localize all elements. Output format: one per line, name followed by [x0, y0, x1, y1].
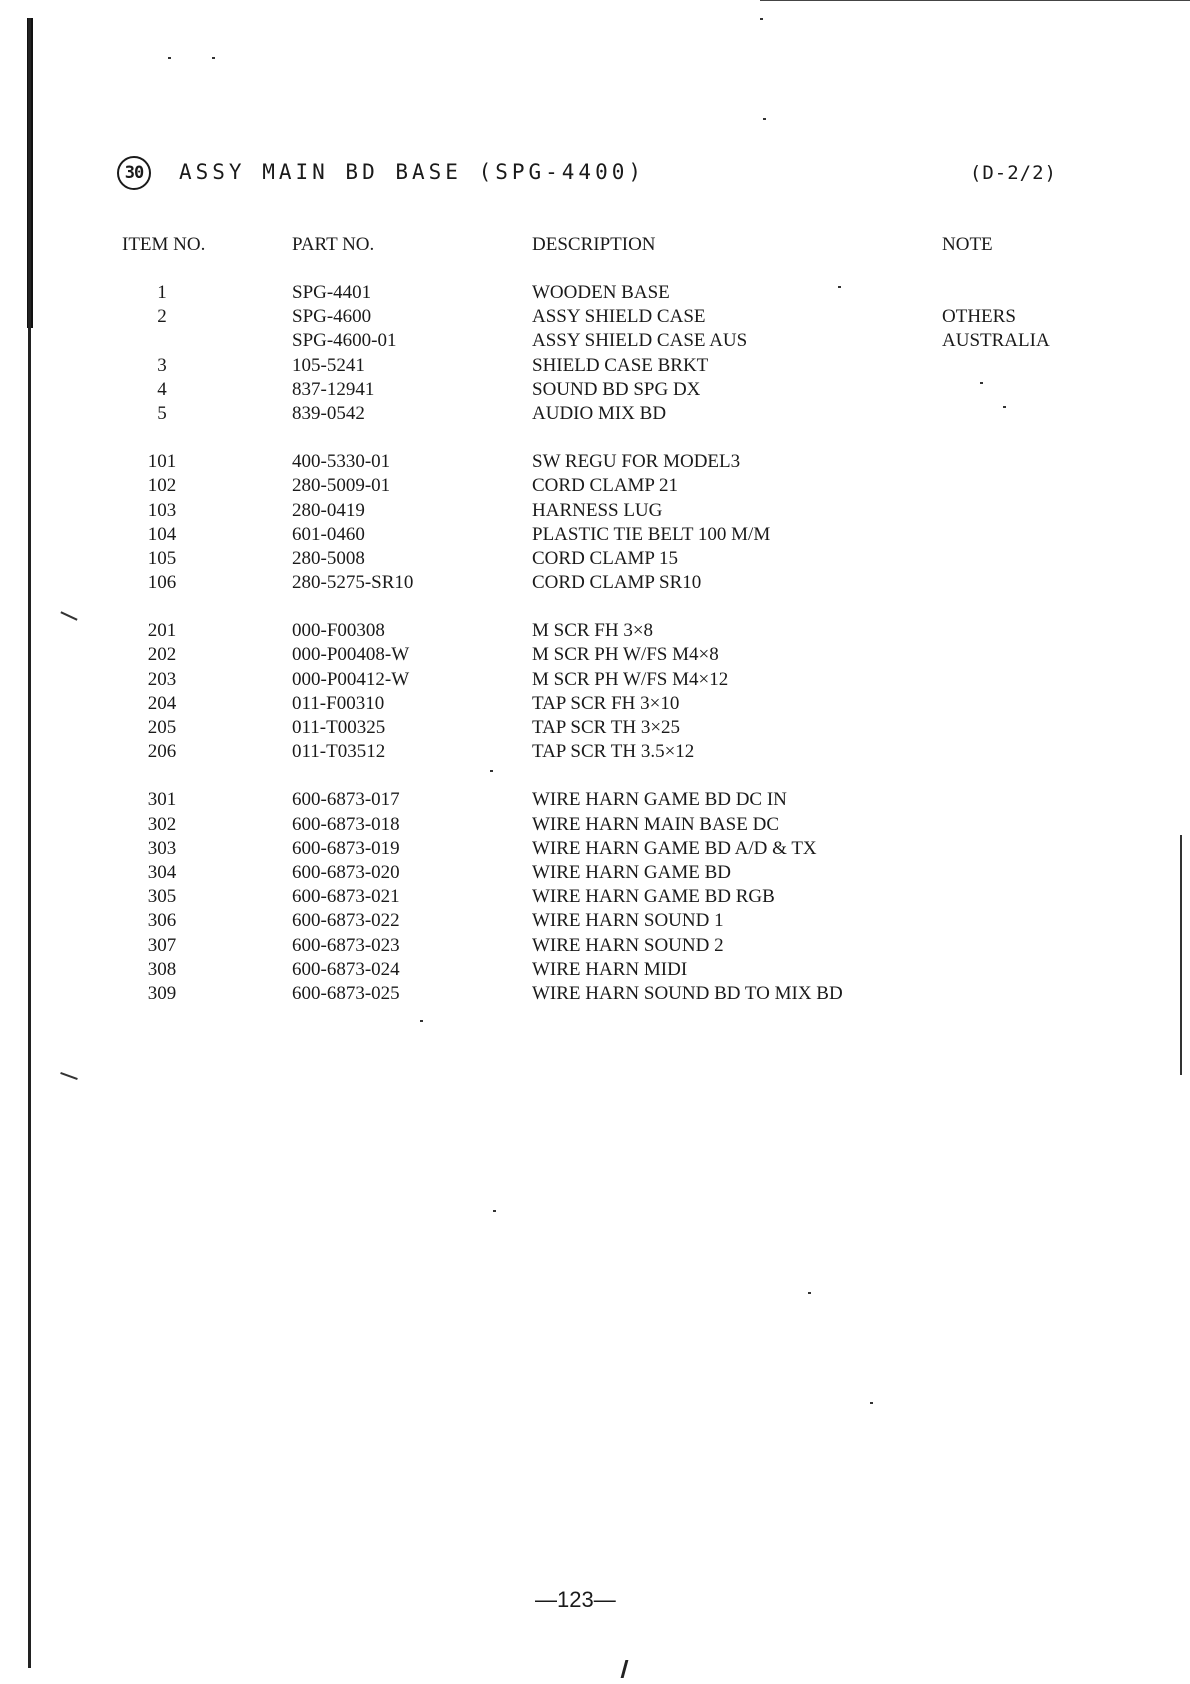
description-cell: WIRE HARN GAME BD RGB: [532, 886, 775, 908]
speck: [870, 1402, 873, 1404]
item-no-cell: 102: [147, 475, 177, 497]
description-cell: SOUND BD SPG DX: [532, 378, 701, 400]
item-no-cell: 305: [147, 886, 177, 908]
table-row: [122, 959, 1072, 983]
table-header-row: [122, 234, 1072, 282]
description-cell: PLASTIC TIE BELT 100 M/M: [532, 523, 771, 545]
table-row: [122, 379, 1072, 403]
description-cell: TAP SCR TH 3×25: [532, 717, 681, 738]
item-no-cell: 4: [157, 378, 167, 400]
scan-mark: [621, 1660, 629, 1678]
table-row: [122, 500, 1072, 524]
part-no-cell: SPG-4600: [292, 306, 372, 328]
description-cell: M SCR PH W/FS M4×12: [532, 668, 729, 690]
part-no-cell: 000-P00412-W: [292, 668, 410, 690]
header-description: DESCRIPTION: [532, 234, 656, 255]
speck: [168, 57, 171, 59]
description-cell: WIRE HARN GAME BD DC IN: [532, 789, 787, 811]
item-no-cell: 302: [147, 813, 177, 835]
speck: [212, 57, 215, 59]
scan-edge-right: [1180, 835, 1182, 1075]
table-row: [122, 403, 1072, 427]
page-reference: (D-2/2): [969, 162, 1057, 184]
speck: [60, 611, 77, 620]
description-cell: M SCR PH W/FS M4×8: [532, 644, 719, 666]
description-cell: CORD CLAMP 15: [532, 547, 679, 569]
header-item-no: ITEM NO.: [122, 234, 206, 255]
part-no-cell: 400-5330-01: [292, 451, 391, 473]
item-no-cell: 5: [157, 402, 167, 424]
section-header: [117, 156, 1057, 196]
item-no-cell: 303: [147, 837, 177, 859]
item-no-cell: 308: [147, 958, 177, 980]
table-row: [122, 572, 1072, 596]
group-spacer: [122, 427, 1072, 451]
part-no-cell: 600-6873-019: [292, 837, 400, 859]
table-row: [122, 862, 1072, 886]
item-no-cell: 306: [147, 910, 177, 932]
table-row: [122, 451, 1072, 475]
description-cell: HARNESS LUG: [532, 499, 663, 521]
item-no-cell: 201: [147, 620, 177, 642]
part-no-cell: 280-5009-01: [292, 475, 391, 497]
group-spacer: [122, 596, 1072, 620]
header-part-no: PART NO.: [292, 234, 375, 255]
part-no-cell: 000-F00308: [292, 620, 385, 642]
part-no-cell: 280-5275-SR10: [292, 572, 414, 594]
table-row: [122, 741, 1072, 765]
table-row: [122, 282, 1072, 306]
part-no-cell: 280-0419: [292, 499, 365, 521]
part-no-cell: 105-5241: [292, 354, 365, 376]
description-cell: CORD CLAMP SR10: [532, 572, 702, 594]
part-no-cell: 011-T03512: [292, 741, 386, 763]
item-no-cell: 206: [147, 741, 177, 763]
description-cell: WIRE HARN GAME BD A/D & TX: [532, 837, 817, 859]
description-cell: TAP SCR FH 3×10: [532, 692, 680, 714]
group-spacer: [122, 765, 1072, 789]
table-row: [122, 330, 1072, 354]
description-cell: WOODEN BASE: [532, 282, 670, 303]
item-no-cell: 3: [157, 354, 167, 376]
item-no-cell: 106: [147, 572, 177, 594]
speck: [808, 1292, 811, 1294]
table-row: [122, 789, 1072, 813]
table-row: [122, 644, 1072, 668]
item-no-cell: 2: [157, 306, 167, 328]
part-no-cell: 600-6873-022: [292, 910, 400, 932]
scan-edge-top: [760, 0, 1190, 1]
description-cell: WIRE HARN MAIN BASE DC: [532, 813, 779, 835]
item-no-cell: 204: [147, 692, 177, 714]
speck: [763, 118, 766, 120]
item-no-cell: 104: [147, 523, 177, 545]
description-cell: WIRE HARN GAME BD: [532, 861, 731, 883]
description-cell: TAP SCR TH 3.5×12: [532, 741, 695, 763]
part-no-cell: 011-T00325: [292, 717, 386, 738]
description-cell: WIRE HARN MIDI: [532, 958, 688, 980]
part-no-cell: 000-P00408-W: [292, 644, 410, 666]
part-no-cell: 600-6873-018: [292, 813, 400, 835]
table-row: [122, 693, 1072, 717]
item-no-cell: 101: [147, 451, 177, 473]
item-no-cell: 105: [147, 547, 177, 569]
part-no-cell: 011-F00310: [292, 692, 385, 714]
item-no-cell: 307: [147, 934, 177, 956]
table-row: [122, 717, 1072, 741]
note-cell: AUSTRALIA: [942, 330, 1050, 352]
table-row: [122, 838, 1072, 862]
part-no-cell: 600-6873-021: [292, 886, 400, 908]
table-row: [122, 814, 1072, 838]
speck: [493, 1210, 496, 1212]
description-cell: CORD CLAMP 21: [532, 475, 679, 497]
section-title: ASSY MAIN BD BASE (SPG-4400): [179, 160, 646, 184]
description-cell: SHIELD CASE BRKT: [532, 354, 709, 376]
item-no-cell: 1: [157, 282, 167, 303]
part-no-cell: 837-12941: [292, 378, 375, 400]
part-no-cell: 601-0460: [292, 523, 365, 545]
item-no-cell: 309: [147, 982, 177, 1004]
table-row: [122, 548, 1072, 572]
table-row: [122, 669, 1072, 693]
table-row: [122, 620, 1072, 644]
item-no-cell: 205: [147, 717, 177, 738]
description-cell: WIRE HARN SOUND 1: [532, 910, 724, 932]
part-no-cell: 600-6873-020: [292, 861, 400, 883]
description-cell: SW REGU FOR MODEL3: [532, 451, 741, 473]
part-no-cell: 280-5008: [292, 547, 365, 569]
description-cell: ASSY SHIELD CASE AUS: [532, 330, 748, 352]
part-no-cell: 600-6873-017: [292, 789, 400, 811]
table-row: [122, 524, 1072, 548]
table-row: [122, 475, 1072, 499]
part-no-cell: 600-6873-023: [292, 934, 400, 956]
description-cell: WIRE HARN SOUND 2: [532, 934, 724, 956]
table-row: [122, 935, 1072, 959]
parts-table: [122, 234, 1072, 1007]
item-no-cell: 304: [147, 861, 177, 883]
section-number-badge: 30: [117, 156, 151, 190]
speck: [60, 1072, 78, 1080]
item-no-cell: 301: [147, 789, 177, 811]
description-cell: WIRE HARN SOUND BD TO MIX BD: [532, 982, 843, 1004]
description-cell: AUDIO MIX BD: [532, 402, 667, 424]
speck: [420, 1020, 423, 1022]
scan-edge-left: [28, 18, 31, 1668]
part-no-cell: 839-0542: [292, 402, 365, 424]
item-no-cell: 203: [147, 668, 177, 690]
part-no-cell: 600-6873-024: [292, 958, 400, 980]
header-note: NOTE: [942, 234, 993, 255]
description-cell: ASSY SHIELD CASE: [532, 306, 706, 328]
page-number: —123—: [535, 1587, 616, 1612]
item-no-cell: 202: [147, 644, 177, 666]
part-no-cell: SPG-4600-01: [292, 330, 397, 352]
table-row: [122, 306, 1072, 330]
table-row: [122, 910, 1072, 934]
description-cell: M SCR FH 3×8: [532, 620, 654, 642]
table-body: [122, 282, 1072, 1007]
table-row: [122, 983, 1072, 1007]
part-no-cell: SPG-4401: [292, 282, 372, 303]
note-cell: OTHERS: [942, 306, 1016, 328]
part-no-cell: 600-6873-025: [292, 982, 400, 1004]
item-no-cell: 103: [147, 499, 177, 521]
table-row: [122, 355, 1072, 379]
table-row: [122, 886, 1072, 910]
speck: [760, 18, 763, 20]
